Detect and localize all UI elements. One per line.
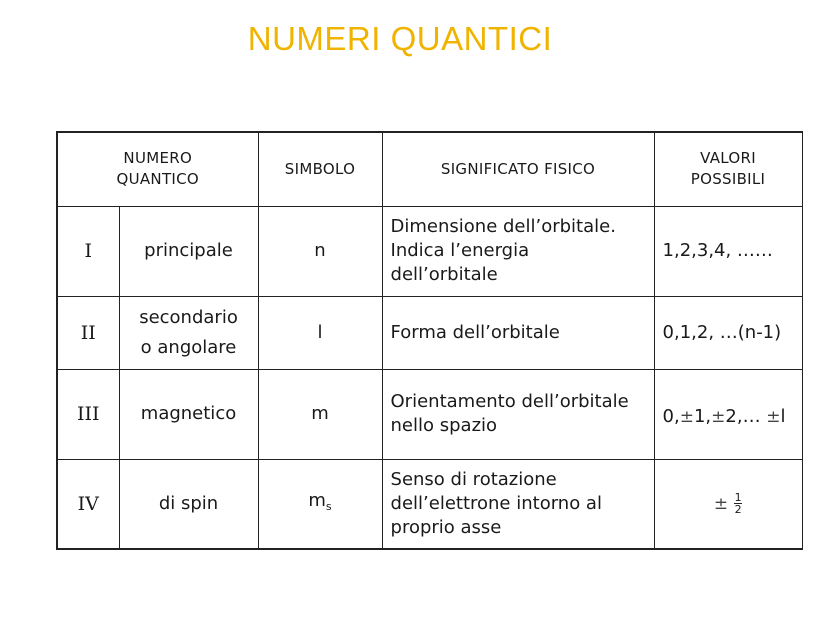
name-line: o angolare bbox=[140, 336, 237, 358]
meaning-line: dell’orbitale bbox=[390, 264, 498, 285]
row-numeral: II bbox=[57, 296, 119, 369]
row-name: principale bbox=[119, 206, 258, 296]
header-numero-quantico bbox=[57, 132, 258, 206]
table-row bbox=[57, 296, 802, 369]
plus-minus-symbol: ± bbox=[711, 407, 726, 427]
row-values: 1,2,3,4, …… bbox=[654, 206, 802, 296]
header-significato-fisico: SIGNIFICATO FISICO bbox=[382, 132, 654, 206]
name-line: secondario bbox=[139, 306, 238, 328]
row-values bbox=[654, 369, 802, 459]
row-meaning bbox=[382, 296, 654, 369]
row-symbol: m bbox=[258, 369, 382, 459]
plus-minus-symbol: ± bbox=[679, 407, 694, 427]
plus-minus-symbol: ± bbox=[713, 493, 729, 514]
meaning-line: Orientamento dell’orbitale bbox=[390, 391, 629, 412]
meaning-line: Indica l’energia bbox=[390, 240, 530, 261]
row-meaning bbox=[382, 459, 654, 549]
header-valori-line2: POSSIBILI bbox=[690, 170, 766, 189]
table-row bbox=[57, 369, 802, 459]
row-symbol bbox=[258, 459, 382, 549]
row-name: di spin bbox=[119, 459, 258, 549]
header-valori-possibili bbox=[654, 132, 802, 206]
value-text: l bbox=[780, 406, 786, 427]
value-text: 2,… bbox=[725, 406, 767, 427]
header-simbolo: SIMBOLO bbox=[258, 132, 382, 206]
meaning-line: Forma dell’orbitale bbox=[390, 321, 560, 343]
row-numeral: I bbox=[57, 206, 119, 296]
table-row bbox=[57, 459, 802, 549]
fraction-denominator: 2 bbox=[734, 503, 742, 517]
meaning-line: dell’elettrone intorno al bbox=[390, 492, 602, 514]
row-numeral: IV bbox=[57, 459, 119, 549]
row-name bbox=[119, 296, 258, 369]
value-text: 1, bbox=[693, 406, 712, 427]
meaning-line: Dimensione dell’orbitale. bbox=[390, 216, 616, 237]
quantum-numbers-table bbox=[56, 131, 803, 550]
header-valori-line1: VALORI bbox=[700, 149, 756, 168]
row-values: 0,1,2, …(n-1) bbox=[654, 296, 802, 369]
table-row bbox=[57, 206, 802, 296]
header-numero-line2: QUANTICO bbox=[116, 170, 200, 189]
row-symbol: l bbox=[258, 296, 382, 369]
meaning-line: proprio asse bbox=[390, 516, 502, 538]
row-values bbox=[654, 459, 802, 549]
row-numeral: III bbox=[57, 369, 119, 459]
row-symbol: n bbox=[258, 206, 382, 296]
header-numero-line1: NUMERO bbox=[123, 149, 193, 168]
symbol-base: m bbox=[308, 489, 326, 511]
page-title: NUMERI QUANTICI bbox=[247, 20, 553, 57]
symbol-subscript: s bbox=[325, 499, 332, 513]
value-text: 0, bbox=[662, 406, 680, 427]
table-header-row bbox=[57, 132, 802, 206]
one-half-fraction bbox=[734, 492, 742, 515]
row-meaning bbox=[382, 206, 654, 296]
fraction-numerator: 1 bbox=[734, 491, 742, 505]
row-meaning bbox=[382, 369, 654, 459]
meaning-line: nello spazio bbox=[390, 415, 498, 436]
plus-minus-symbol: ± bbox=[766, 407, 781, 427]
row-name: magnetico bbox=[119, 369, 258, 459]
meaning-line: Senso di rotazione bbox=[390, 468, 557, 490]
